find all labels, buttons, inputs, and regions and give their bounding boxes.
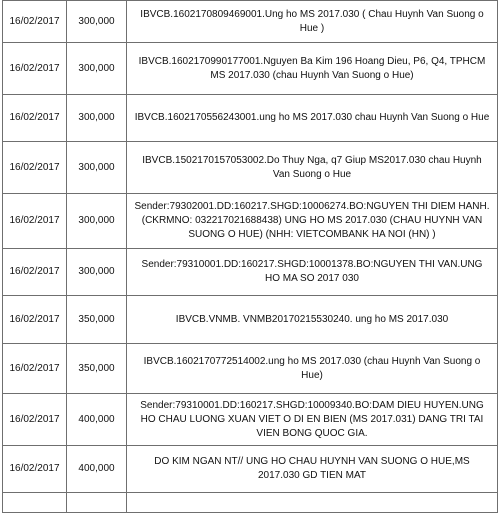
date-cell: 16/02/2017 — [3, 194, 67, 249]
table-row — [3, 194, 498, 249]
description-cell: Sender:79310001.DD:160217.SHGD:10009340.BO:DAM DIEU HUYEN.UNG HO CHAU LUONG XUAN VIET O DI EN BIEN (MS 2017.031) DANG TRI TAI VIEN BONG QUOC GIA. — [127, 394, 498, 446]
date-cell: 16/02/2017 — [3, 43, 67, 95]
amount-cell: 300,000 — [67, 194, 127, 249]
amount-cell: 300,000 — [67, 43, 127, 95]
table-row — [3, 1, 498, 43]
description-cell: IBVCB.1602170809469001.Ung ho MS 2017.030 ( Chau Huynh Van Suong o Hue ) — [127, 1, 498, 43]
description-cell: IBVCB.1502170157053002.Do Thuy Nga, q7 Giup MS2017.030 chau Huynh Van Suong o Hue — [127, 142, 498, 194]
donation-ledger-table — [2, 0, 498, 513]
table-row — [3, 344, 498, 394]
amount-cell — [67, 493, 127, 513]
description-cell: Sender:79310001.DD:160217.SHGD:10001378.BO:NGUYEN THI VAN.UNG HO MA SO 2017 030 — [127, 249, 498, 296]
table-row — [3, 249, 498, 296]
table-row — [3, 142, 498, 194]
date-cell: 16/02/2017 — [3, 142, 67, 194]
date-cell: 16/02/2017 — [3, 95, 67, 142]
date-cell: 16/02/2017 — [3, 1, 67, 43]
date-cell — [3, 493, 67, 513]
description-cell: IBVCB.VNMB. VNMB20170215530240. ung ho MS 2017.030 — [127, 296, 498, 344]
table-row-partial — [3, 493, 498, 513]
description-cell — [127, 493, 498, 513]
date-cell: 16/02/2017 — [3, 446, 67, 493]
date-cell: 16/02/2017 — [3, 394, 67, 446]
description-cell: IBVCB.1602170556243001.ung ho MS 2017.030 chau Huynh Van Suong o Hue — [127, 95, 498, 142]
amount-cell: 300,000 — [67, 95, 127, 142]
date-cell: 16/02/2017 — [3, 344, 67, 394]
description-cell: Sender:79302001.DD:160217.SHGD:10006274.BO:NGUYEN THI DIEM HANH.(CKRMNO: 032217021688438) UNG HO MS 2017.030 (CHAU HUYNH VAN SUONG O HUE) (NHH: VIETCOMBANK HA NOI (HN) ) — [127, 194, 498, 249]
table-row — [3, 446, 498, 493]
table-row — [3, 43, 498, 95]
amount-cell: 400,000 — [67, 394, 127, 446]
table-row — [3, 394, 498, 446]
description-cell: DO KIM NGAN NT// UNG HO CHAU HUYNH VAN SUONG O HUE,MS 2017.030 GD TIEN MAT — [127, 446, 498, 493]
amount-cell: 400,000 — [67, 446, 127, 493]
amount-cell: 300,000 — [67, 249, 127, 296]
amount-cell: 300,000 — [67, 1, 127, 43]
description-cell: IBVCB.1602170772514002.ung ho MS 2017.030 (chau Huynh Van Suong o Hue) — [127, 344, 498, 394]
description-cell: IBVCB.1602170990177001.Nguyen Ba Kim 196 Hoang Dieu, P6, Q4, TPHCM MS 2017.030 (chau Huynh Van Suong o Hue) — [127, 43, 498, 95]
table-row — [3, 296, 498, 344]
table-row — [3, 95, 498, 142]
date-cell: 16/02/2017 — [3, 296, 67, 344]
amount-cell: 300,000 — [67, 142, 127, 194]
amount-cell: 350,000 — [67, 296, 127, 344]
amount-cell: 350,000 — [67, 344, 127, 394]
date-cell: 16/02/2017 — [3, 249, 67, 296]
